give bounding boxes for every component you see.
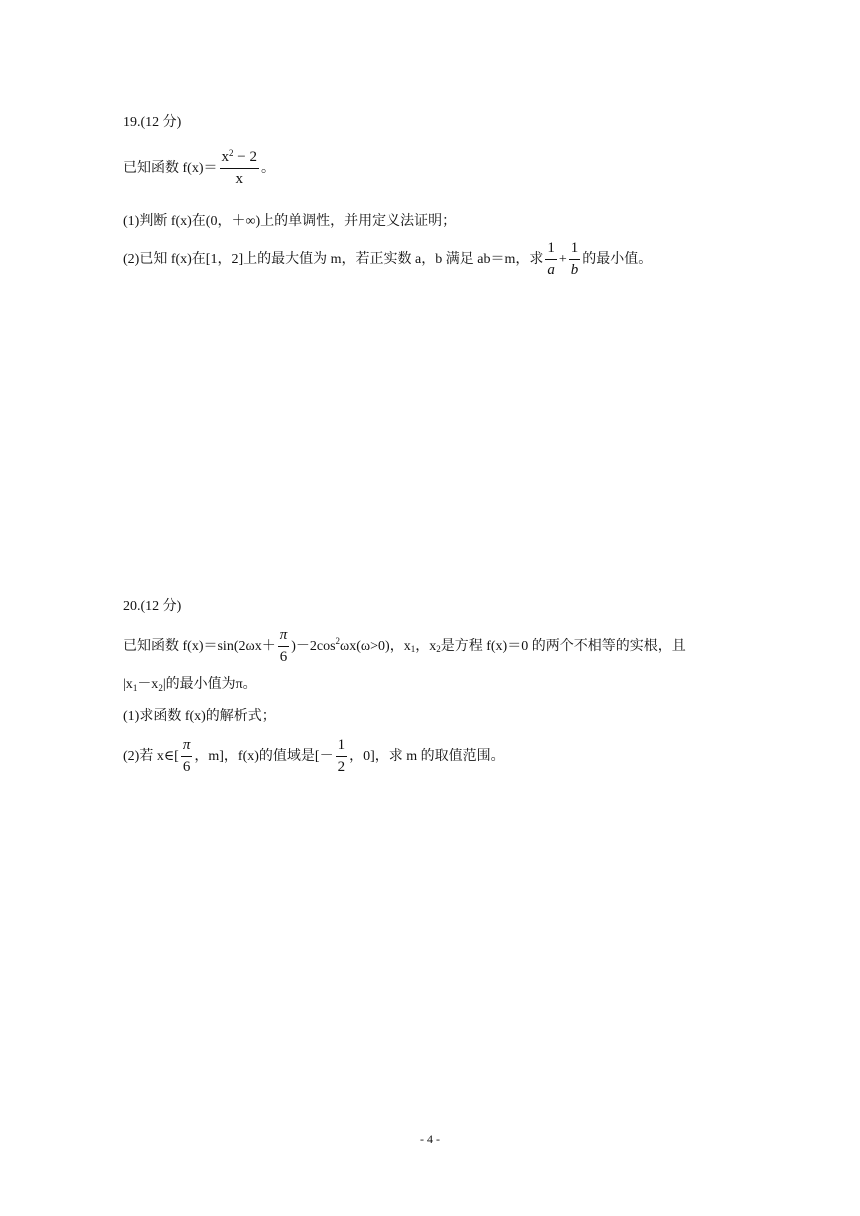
q20-part2-mid: ，m]，f(x)的值域是[－ bbox=[194, 748, 334, 764]
q20-part1-text: (1)求函数 f(x)的解析式； bbox=[123, 709, 276, 724]
q20-stem-line1: 已知函数 f(x)＝sin(2ωx＋ $\frac{\pi}{6}$ )－2cos $^2$ ωx(ω>0)，x $_1$ ，x $_2$ 是方程 f(x)＝0 的两个不相等的实根，且 bbox=[123, 627, 686, 665]
q19-part2-plus: + bbox=[558, 251, 567, 267]
q19-part2 bbox=[123, 241, 652, 278]
q19-part2-fraction-a: $\frac{1}{a}$ bbox=[547, 240, 555, 278]
q19-header-text: 19.(12 分) bbox=[123, 115, 182, 130]
q19-fraction-numerator: $x^2 - 2$ bbox=[220, 150, 259, 169]
q19-stem-prefix: 已知函数 f(x)＝ bbox=[123, 160, 218, 176]
q20-part1 bbox=[123, 710, 276, 724]
page-number: - 4 - bbox=[420, 1132, 440, 1146]
q20-stem-prefix: 已知函数 f(x)＝sin(2ωx＋ bbox=[123, 638, 276, 654]
q19-stem-suffix: 。 bbox=[260, 160, 275, 176]
q19-stem bbox=[123, 150, 275, 187]
q19-part2-prefix: (2)已知 f(x)在[1，2]上的最大值为 m，若正实数 a，b 满足 ab＝m，求 bbox=[123, 251, 544, 267]
q20-part2-prefix: (2)若 x∈[ bbox=[123, 748, 179, 764]
q20-header bbox=[123, 600, 181, 614]
q20-part2-fraction-half: $\frac{1}{2}$ bbox=[337, 737, 346, 775]
q20-header-text: 20.(12 分) bbox=[123, 599, 182, 614]
q19-function-fraction bbox=[220, 150, 259, 187]
q19-fraction-denominator: x bbox=[235, 171, 243, 187]
q20-stem-line2: |x $_1$ －x $_2$ |的最小值为π。 bbox=[123, 677, 257, 693]
q20-part2 bbox=[123, 738, 505, 775]
q19-part1 bbox=[123, 215, 456, 229]
q20-part2-suffix: ，0]，求 m 的取值范围。 bbox=[349, 748, 505, 764]
q19-header bbox=[123, 116, 181, 130]
q19-part1-text: (1)判断 f(x)在(0，＋∞)上的单调性，并用定义法证明； bbox=[123, 214, 457, 229]
q20-pi-over-6-fraction: $\frac{\pi}{6}$ bbox=[279, 627, 288, 665]
q20-part2-fraction-pi: $\frac{\pi}{6}$ bbox=[182, 737, 191, 775]
q19-part2-fraction-b: $\frac{1}{b}$ bbox=[570, 240, 579, 278]
q19-part2-suffix: 的最小值。 bbox=[582, 251, 653, 267]
